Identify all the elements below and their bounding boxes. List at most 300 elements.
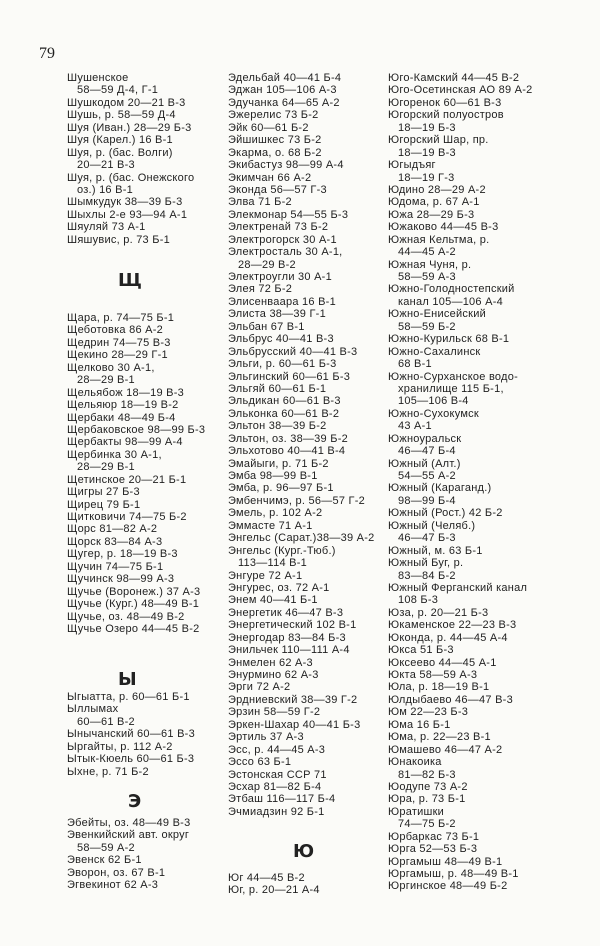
entry-line: Югыдъяг — [388, 159, 436, 172]
index-entry — [388, 458, 533, 483]
index-entry — [67, 97, 194, 109]
entry-line: Элея 72 Б-2 — [228, 283, 293, 296]
entry-line: Электроугли 30 А-1 — [228, 271, 332, 283]
index-entry — [67, 879, 190, 891]
index-entry — [228, 731, 374, 743]
entry-continuation-line: 60—61 В-2 — [77, 715, 135, 728]
index-entry — [67, 312, 205, 324]
entry-line: Югорский Шар, пр. — [388, 134, 489, 147]
entry-line: Эвенкийский авт. округ — [67, 829, 190, 842]
index-entry — [228, 283, 374, 295]
entry-line: Эльконка 60—61 В-2 — [228, 407, 340, 420]
index-entry — [388, 607, 533, 619]
entry-line: Эмайыги, р. 71 Б-2 — [228, 457, 329, 470]
entry-line: Энмелен 62 А-3 — [228, 656, 313, 669]
index-entry — [67, 499, 205, 511]
index-entry — [388, 234, 533, 259]
entry-line: Южно-Голодностепский — [388, 283, 515, 296]
index-entry — [388, 868, 533, 880]
entry-line: Щучинск 98—99 А-3 — [67, 573, 175, 586]
index-entry — [67, 349, 205, 361]
entry-line: Энергодар 83—84 Б-3 — [228, 631, 346, 644]
entry-line: Юг, р. 20—21 А-4 — [228, 884, 320, 897]
entry-line: Электренай 73 Б-2 — [228, 221, 329, 234]
index-entry — [228, 769, 374, 781]
index-entry — [67, 474, 205, 486]
index-entry — [228, 657, 374, 669]
entry-line: Юмашево 46—47 А-2 — [388, 743, 503, 756]
entry-line: Эжерелис 73 Б-2 — [228, 109, 319, 122]
entry-continuation-line: 105—106 В-4 — [398, 395, 469, 408]
index-entry — [67, 424, 205, 436]
entry-line: Шяуляй 73 А-1 — [67, 221, 146, 234]
index-entry — [228, 333, 374, 345]
entry-line: Юго-Камский 44—45 В-2 — [388, 72, 520, 84]
index-entry — [388, 694, 533, 706]
entry-continuation-line: 68 В-1 — [398, 358, 432, 371]
entry-line: Эркен-Шахар 40—41 Б-3 — [228, 718, 361, 731]
index-entry — [67, 611, 205, 623]
entry-line: Эльтон 38—39 Б-2 — [228, 420, 327, 433]
index-entry — [67, 854, 190, 866]
index-entry — [228, 872, 320, 884]
index-entry — [388, 781, 533, 793]
entry-line: Юма, р. 22—23 В-1 — [388, 731, 491, 744]
entry-line: Эрзин 58—59 Г-2 — [228, 706, 321, 719]
entry-line: Южная Чуня, р. — [388, 258, 472, 271]
index-entry — [228, 582, 374, 594]
entry-line: Эльбрус 40—41 В-3 — [228, 333, 334, 346]
entry-line: Югорский полуостров — [388, 109, 504, 122]
index-entry — [67, 817, 190, 829]
index-entry — [388, 159, 533, 184]
entry-line: Южный (Алт.) — [388, 457, 461, 470]
entry-line: Южный, м. 63 Б-1 — [388, 544, 483, 557]
index-entry — [228, 744, 374, 756]
entry-line: Шуя, р. (бас. Волги) — [67, 146, 173, 159]
index-entry — [67, 703, 195, 728]
index-entry — [228, 669, 374, 681]
entry-line: Эдучанка 64—65 А-2 — [228, 96, 340, 109]
entry-line: Юра, р. 73 Б-1 — [388, 793, 466, 806]
index-section-e-continued — [228, 72, 374, 818]
entry-line: Ынычанский 60—61 В-3 — [67, 728, 195, 741]
entry-line: Шушенское — [67, 72, 129, 84]
index-section-e — [67, 817, 190, 892]
entry-line: Юрга 52—53 Б-3 — [388, 843, 478, 856]
index-entry — [388, 346, 533, 371]
entry-line: Шымкудук 38—39 Б-3 — [67, 196, 183, 209]
index-entry — [388, 706, 533, 718]
index-entry — [388, 557, 533, 582]
index-entry — [228, 570, 374, 582]
entry-line: Южный (Караганд.) — [388, 482, 492, 495]
entry-line: Щербаковское 98—99 Б-3 — [67, 423, 206, 436]
index-entry — [228, 694, 374, 706]
entry-line: Щербакты 98—99 А-4 — [67, 436, 183, 449]
index-entry — [388, 259, 533, 284]
entry-continuation-line: 28—29 В-1 — [77, 461, 135, 474]
index-entry — [388, 507, 533, 519]
index-entry — [228, 520, 374, 532]
entry-line: Южный Ферганский канал — [388, 581, 528, 594]
index-entry — [67, 109, 194, 121]
entry-continuation-line: 58—59 А-3 — [398, 271, 456, 283]
index-entry — [228, 346, 374, 358]
entry-line: Щекино 28—29 Г-1 — [67, 349, 168, 362]
index-entry — [67, 623, 205, 635]
index-entry — [228, 72, 374, 84]
index-entry — [228, 84, 374, 96]
letter-heading-yu: Ю — [293, 841, 315, 862]
index-entry — [228, 607, 374, 619]
index-entry — [388, 408, 533, 433]
index-entry — [228, 246, 374, 271]
index-entry — [388, 719, 533, 731]
index-entry — [67, 412, 205, 424]
entry-line: Южный Буг, р. — [388, 557, 464, 570]
entry-continuation-line: 54—55 А-2 — [398, 470, 456, 482]
index-entry — [67, 829, 190, 854]
index-entry — [228, 147, 374, 159]
entry-line: Юкаменское 22—23 В-3 — [388, 619, 517, 632]
entry-line: Эльдикан 60—61 В-3 — [228, 395, 341, 408]
entry-line: Юратишки — [388, 805, 445, 818]
letter-heading-e: Э — [128, 791, 142, 812]
index-entry — [67, 486, 205, 498]
entry-line: Юм 22—23 Б-3 — [388, 706, 469, 719]
entry-line: Шуя (Иван.) 28—29 Б-3 — [67, 121, 192, 134]
index-entry — [67, 753, 195, 765]
index-entry — [388, 520, 533, 545]
entry-line: Щучье, оз. 48—49 В-2 — [67, 610, 185, 623]
index-entry — [228, 632, 374, 644]
index-entry — [228, 445, 374, 457]
entry-line: Юдома, р. 67 А-1 — [388, 196, 480, 209]
entry-line: Южа 28—29 Б-3 — [388, 208, 475, 221]
index-entry — [228, 383, 374, 395]
index-entry — [228, 545, 374, 570]
entry-line: Эджан 105—106 А-3 — [228, 84, 337, 97]
index-entry — [228, 196, 374, 208]
entry-line: Щучье (Воронеж.) 37 А-3 — [67, 585, 201, 598]
index-entry — [67, 209, 194, 221]
entry-line: Эльтон, оз. 38—39 Б-2 — [228, 432, 348, 445]
entry-line: Энем 40—41 Б-1 — [228, 594, 318, 607]
entry-line: Щорс 81—82 А-2 — [67, 523, 158, 536]
entry-continuation-line: 18—19 Б-3 — [398, 121, 456, 134]
entry-line: Югоренок 60—61 В-3 — [388, 96, 502, 109]
entry-line: Щигры 27 Б-3 — [67, 486, 140, 499]
index-entry — [388, 433, 533, 458]
entry-line: Юго-Осетинская АО 89 А-2 — [388, 84, 533, 97]
entry-line: Элекмонар 54—55 Б-3 — [228, 208, 349, 221]
entry-line: Элиста 38—39 Г-1 — [228, 308, 326, 321]
entry-line: Этбаш 116—117 Б-4 — [228, 793, 336, 806]
index-entry — [228, 358, 374, 370]
entry-line: Эгвекинот 62 А-3 — [67, 879, 159, 892]
index-entry — [388, 806, 533, 831]
index-entry — [388, 134, 533, 159]
index-entry — [228, 806, 374, 818]
entry-line: Энергетический 102 В-1 — [228, 619, 357, 632]
index-entry — [228, 221, 374, 233]
index-entry — [388, 209, 533, 221]
entry-continuation-line: оз.) 16 В-1 — [77, 183, 133, 196]
entry-line: Южаково 44—45 В-3 — [388, 221, 499, 234]
index-entry — [67, 449, 205, 474]
index-entry — [228, 482, 374, 494]
letter-heading-y: Ы — [118, 669, 137, 690]
index-entry — [67, 536, 205, 548]
entry-line: Эбейты, оз. 48—49 В-3 — [67, 817, 191, 829]
index-entry — [388, 793, 533, 805]
index-entry — [67, 134, 194, 146]
index-entry — [228, 619, 374, 631]
entry-continuation-line: 28—29 В-2 — [238, 258, 296, 271]
entry-line: Экибастуз 98—99 А-4 — [228, 159, 344, 172]
index-entry — [228, 594, 374, 606]
entry-line: Эльбрусский 40—41 В-3 — [228, 345, 358, 358]
entry-line: Энгельс (Сарат.)38—39 А-2 — [228, 532, 375, 545]
entry-line: Юргамыш, р. 48—49 В-1 — [388, 868, 519, 880]
index-entry — [228, 532, 374, 544]
index-entry — [228, 159, 374, 171]
entry-continuation-line: 98—99 Б-4 — [398, 494, 456, 507]
index-entry — [388, 880, 533, 892]
index-entry — [388, 619, 533, 631]
entry-line: Шуя (Карел.) 16 В-1 — [67, 134, 173, 147]
index-entry — [228, 793, 374, 805]
index-entry — [228, 644, 374, 656]
entry-line: Шуя, р. (бас. Онежского — [67, 171, 195, 184]
entry-line: Щельяюр 18—19 В-2 — [67, 399, 179, 412]
index-entry — [388, 196, 533, 208]
index-entry — [228, 781, 374, 793]
index-entry — [388, 669, 533, 681]
index-entry — [228, 308, 374, 320]
index-entry — [228, 458, 374, 470]
index-entry — [67, 728, 195, 740]
index-entry — [228, 122, 374, 134]
index-entry — [67, 221, 194, 233]
index-entry — [388, 283, 533, 308]
entry-line: Юза, р. 20—21 Б-3 — [388, 606, 489, 619]
index-entry — [67, 561, 205, 573]
index-entry — [67, 147, 194, 172]
entry-line: Щара, р. 74—75 Б-1 — [67, 312, 175, 324]
entry-line: Южно-Сухокумск — [388, 407, 479, 420]
entry-continuation-line: 18—19 В-3 — [398, 146, 456, 159]
index-entry — [388, 333, 533, 345]
entry-line: Щитковичи 74—75 Б-2 — [67, 511, 187, 523]
page-number: 79 — [39, 45, 55, 62]
letter-heading-shch: Щ — [118, 270, 142, 291]
index-entry — [228, 395, 374, 407]
index-entry — [388, 72, 533, 84]
entry-continuation-line: хранилище 115 Б-1, — [398, 382, 504, 395]
index-entry — [67, 122, 194, 134]
entry-line: Щеботовка 86 А-2 — [67, 324, 163, 337]
entry-line: Щедрин 74—75 В-3 — [67, 336, 171, 349]
index-entry — [228, 756, 374, 768]
index-entry — [228, 184, 374, 196]
entry-continuation-line: 43 А-1 — [398, 420, 432, 433]
entry-continuation-line: 58—59 А-2 — [77, 841, 135, 854]
index-entry — [388, 582, 533, 607]
index-entry — [388, 84, 533, 96]
entry-continuation-line: 46—47 Б-4 — [398, 445, 456, 458]
index-entry — [228, 296, 374, 308]
entry-line: Эчмиадзин 92 Б-1 — [228, 805, 325, 818]
entry-line: Щетинское 20—21 Б-1 — [67, 473, 187, 486]
entry-line: Эрги 72 А-2 — [228, 681, 291, 694]
entry-line: Щербинка 30 А-1, — [67, 448, 162, 461]
entry-continuation-line: 81—82 Б-3 — [398, 768, 456, 781]
index-entry — [67, 387, 205, 399]
entry-continuation-line: 46—47 Б-3 — [398, 532, 456, 545]
entry-line: Южно-Енисейский — [388, 308, 486, 321]
index-section-yu — [228, 872, 320, 897]
index-entry — [388, 482, 533, 507]
index-entry — [388, 184, 533, 196]
entry-line: Эссо 63 Б-1 — [228, 756, 292, 769]
index-section-y — [67, 691, 195, 778]
index-entry — [388, 843, 533, 855]
entry-line: Экимчан 66 А-2 — [228, 171, 312, 184]
index-entry — [388, 744, 533, 756]
entry-line: Энгельс (Кург.-Тюб.) — [228, 544, 336, 557]
index-section-sh — [67, 72, 194, 246]
index-entry — [388, 371, 533, 408]
index-column-2 — [228, 0, 398, 946]
entry-line: Юрбаркас 73 Б-1 — [388, 830, 480, 843]
entry-continuation-line: 28—29 В-1 — [77, 374, 135, 387]
entry-line: Эльбан 67 В-1 — [228, 320, 305, 333]
index-entry — [228, 470, 374, 482]
index-entry — [67, 523, 205, 535]
entry-line: Юодупе 73 А-2 — [388, 780, 468, 793]
entry-line: Энергетик 46—47 В-3 — [228, 606, 344, 619]
entry-line: Эмель, р. 102 А-2 — [228, 507, 323, 520]
index-entry — [228, 234, 374, 246]
index-entry — [388, 545, 533, 557]
entry-line: Эвенск 62 Б-1 — [67, 854, 142, 867]
index-entry — [67, 573, 205, 585]
index-entry — [228, 321, 374, 333]
entry-line: Энильчек 110—111 А-4 — [228, 644, 350, 657]
index-entry — [67, 741, 195, 753]
entry-line: Элва 71 Б-2 — [228, 196, 292, 209]
index-entry — [67, 72, 194, 97]
index-entry — [67, 691, 195, 703]
index-entry — [67, 399, 205, 411]
entry-line: Ыргайты, р. 112 А-2 — [67, 740, 173, 753]
index-entry — [228, 433, 374, 445]
index-entry — [67, 172, 194, 197]
entry-line: Эмба, р. 96—97 Б-1 — [228, 482, 334, 495]
entry-line: Эстонская ССР 71 — [228, 768, 327, 781]
entry-line: Эйшишкес 73 Б-2 — [228, 134, 322, 147]
entry-continuation-line: 108 Б-3 — [398, 594, 439, 607]
index-entry — [228, 109, 374, 121]
index-column-1 — [67, 0, 237, 946]
entry-line: Южная Кельтма, р. — [388, 233, 490, 246]
index-entry — [67, 324, 205, 336]
entry-line: Щелково 30 А-1, — [67, 361, 155, 374]
entry-line: Эрдниевский 38—39 Г-2 — [228, 693, 358, 706]
index-entry — [228, 719, 374, 731]
index-entry — [388, 644, 533, 656]
index-entry — [228, 271, 374, 283]
index-entry — [388, 756, 533, 781]
entry-line: Эсс, р. 44—45 А-3 — [228, 743, 326, 756]
entry-line: Юргинское 48—49 Б-2 — [388, 880, 508, 893]
index-entry — [67, 548, 205, 560]
entry-continuation-line: 58—59 Б-2 — [398, 320, 456, 333]
entry-line: Юкта 58—59 А-3 — [388, 669, 478, 681]
entry-line: Электросталь 30 А-1, — [228, 246, 343, 259]
index-entry — [67, 586, 205, 598]
index-entry — [388, 97, 533, 109]
index-entry — [228, 507, 374, 519]
entry-continuation-line: 58—59 Д-4, Г-1 — [77, 84, 159, 97]
entry-line: Эльгяй 60—61 Б-1 — [228, 382, 327, 395]
entry-line: Щучье (Кург.) 48—49 В-1 — [67, 598, 200, 611]
entry-line: Юдино 28—29 А-2 — [388, 183, 486, 196]
entry-line: Шяшувис, р. 73 Б-1 — [67, 233, 170, 246]
entry-continuation-line: 44—45 А-2 — [398, 246, 456, 259]
entry-line: Южноуральск — [388, 432, 462, 445]
entry-line: Шыхлы 2-е 93—94 А-1 — [67, 208, 188, 221]
entry-line: Электрогорск 30 А-1 — [228, 233, 337, 246]
entry-line: Юг 44—45 В-2 — [228, 872, 305, 884]
entry-line: Эйк 60—61 Б-2 — [228, 121, 309, 134]
entry-line: Эртиль 37 А-3 — [228, 731, 304, 744]
entry-line: Ыхне, р. 71 Б-2 — [67, 765, 149, 778]
entry-line: Эльги, р. 60—61 Б-3 — [228, 358, 337, 371]
index-entry — [228, 681, 374, 693]
index-entry — [388, 308, 533, 333]
index-entry — [228, 172, 374, 184]
entry-line: Энгурес, оз. 72 А-1 — [228, 581, 330, 594]
entry-line: Эдельбай 40—41 Б-4 — [228, 72, 342, 84]
entry-line: Эммасте 71 А-1 — [228, 519, 313, 532]
entry-line: Эсхар 81—82 Б-4 — [228, 780, 322, 793]
entry-line: Южно-Сурханское водо- — [388, 370, 518, 383]
entry-line: Шушкодом 20—21 В-3 — [67, 96, 186, 109]
entry-line: Эмбенчимэ, р. 56—57 Г-2 — [228, 494, 365, 507]
index-entry — [228, 706, 374, 718]
entry-line: Щугер, р. 18—19 В-3 — [67, 548, 178, 561]
entry-line: Южно-Курильск 68 В-1 — [388, 333, 510, 346]
index-entry — [228, 371, 374, 383]
entry-line: Эконда 56—57 Г-3 — [228, 183, 327, 196]
entry-line: Юкса 51 Б-3 — [388, 644, 454, 657]
index-entry — [388, 731, 533, 743]
index-entry — [67, 196, 194, 208]
index-entry — [388, 632, 533, 644]
entry-line: Эмба 98—99 В-1 — [228, 470, 318, 482]
entry-line: Юксеево 44—45 А-1 — [388, 656, 497, 669]
entry-line: Щербаки 48—49 Б-4 — [67, 411, 176, 424]
entry-continuation-line: канал 105—106 А-4 — [398, 295, 503, 308]
index-entry — [67, 362, 205, 387]
entry-line: Шушь, р. 58—59 Д-4 — [67, 109, 176, 122]
entry-line: Южно-Сахалинск — [388, 345, 481, 358]
index-entry — [388, 657, 533, 669]
entry-continuation-line: 18—19 Г-3 — [398, 171, 455, 184]
